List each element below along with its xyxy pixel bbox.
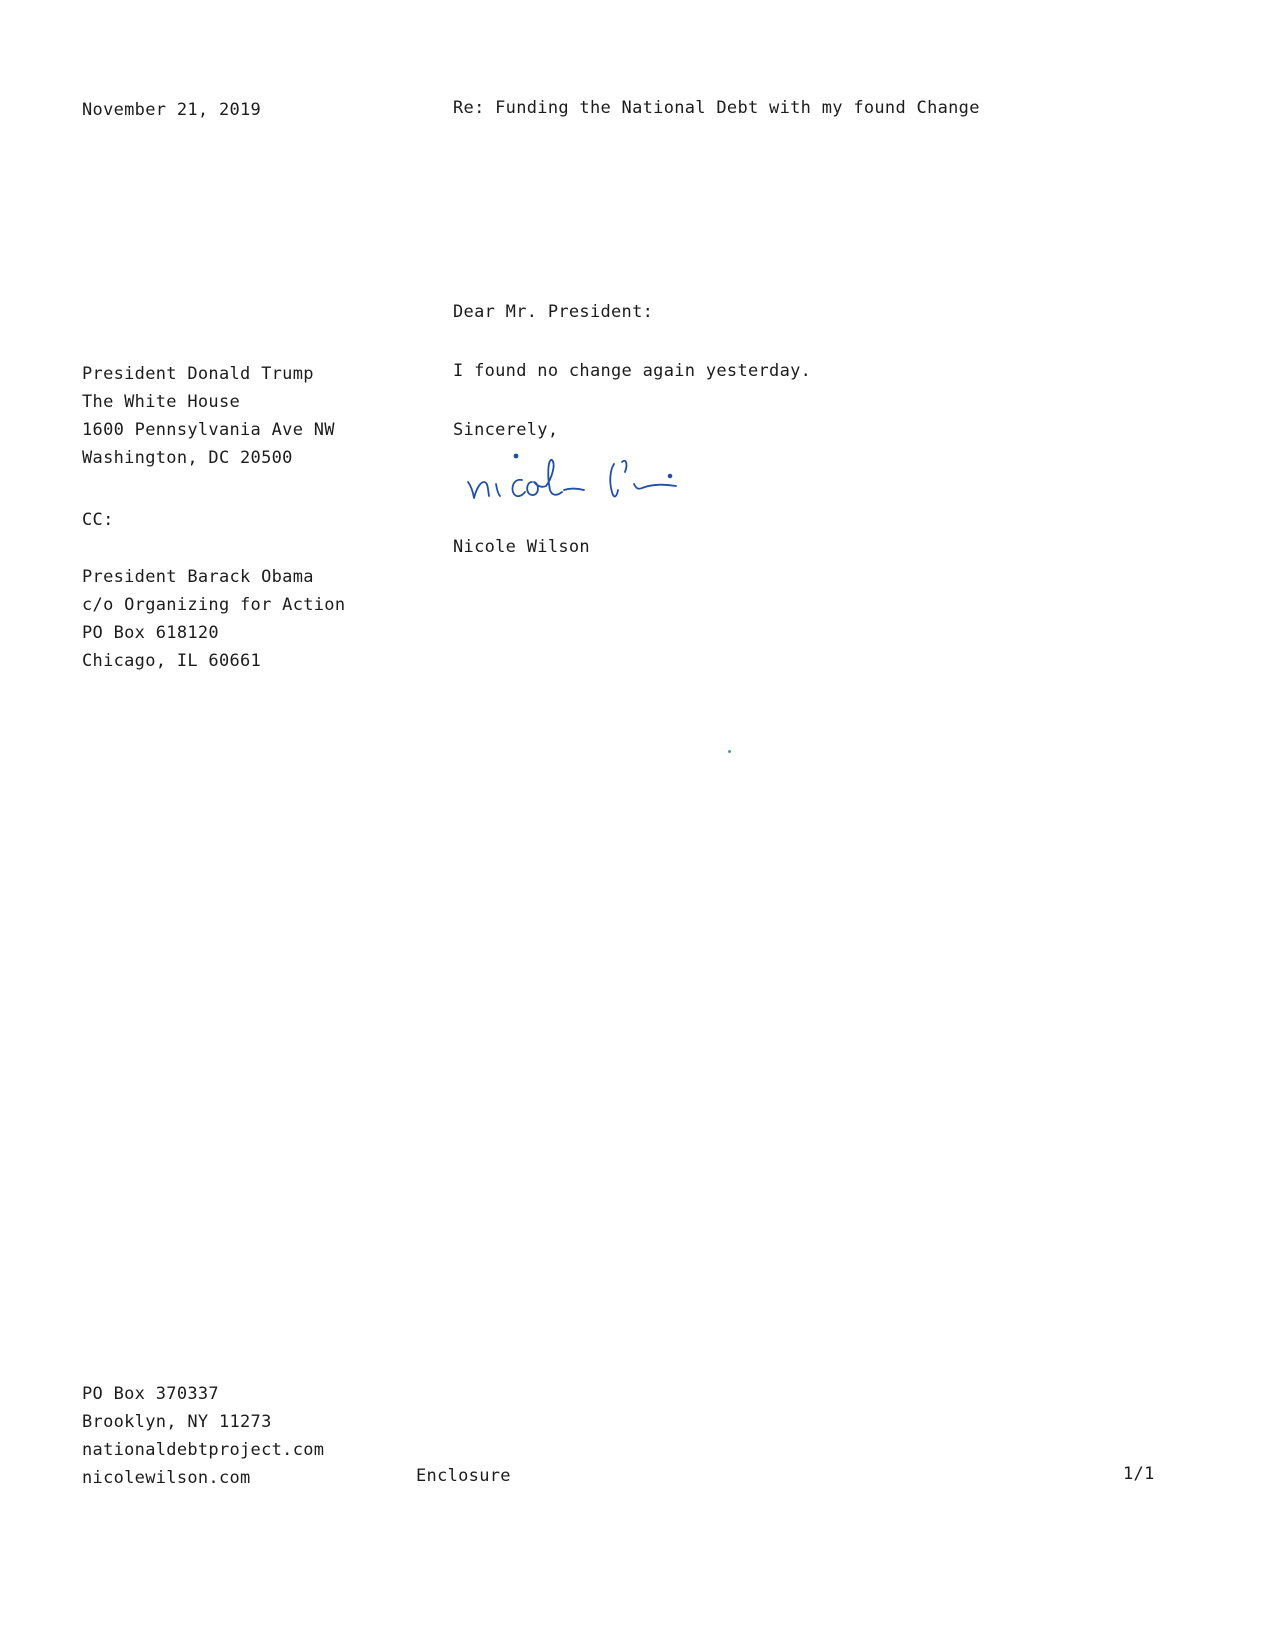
- recipient-city: Washington, DC 20500: [82, 448, 293, 468]
- sender-website-project: nationaldebtproject.com: [82, 1440, 325, 1460]
- recipient-street: 1600 Pennsylvania Ave NW: [82, 420, 335, 440]
- recipient-organization: The White House: [82, 392, 241, 412]
- cc-label: CC:: [82, 510, 114, 530]
- salutation: Dear Mr. President:: [453, 302, 654, 322]
- cc-recipient-pobox: PO Box 618120: [82, 623, 219, 643]
- sender-pobox: PO Box 370337: [82, 1384, 219, 1404]
- handwritten-signature: [462, 446, 712, 508]
- cc-recipient-name: President Barack Obama: [82, 567, 314, 587]
- ink-speck: [728, 750, 731, 753]
- sender-website-personal: nicolewilson.com: [82, 1468, 251, 1488]
- subject-line: Re: Funding the National Debt with my found Change: [453, 98, 980, 118]
- cc-recipient-address: [82, 563, 345, 675]
- enclosure-note: Enclosure: [416, 1466, 511, 1486]
- recipient-name: President Donald Trump: [82, 364, 314, 384]
- cc-recipient-city: Chicago, IL 60661: [82, 651, 262, 671]
- cc-recipient-organization: c/o Organizing for Action: [82, 595, 346, 615]
- signer-name: Nicole Wilson: [453, 537, 590, 557]
- recipient-address: [82, 360, 335, 472]
- page-number: 1/1: [1123, 1464, 1155, 1484]
- closing: Sincerely,: [453, 420, 559, 440]
- letter-body: I found no change again yesterday.: [453, 361, 812, 381]
- sender-city: Brooklyn, NY 11273: [82, 1412, 272, 1432]
- sender-address: [82, 1380, 324, 1492]
- letter-date: November 21, 2019: [82, 100, 262, 120]
